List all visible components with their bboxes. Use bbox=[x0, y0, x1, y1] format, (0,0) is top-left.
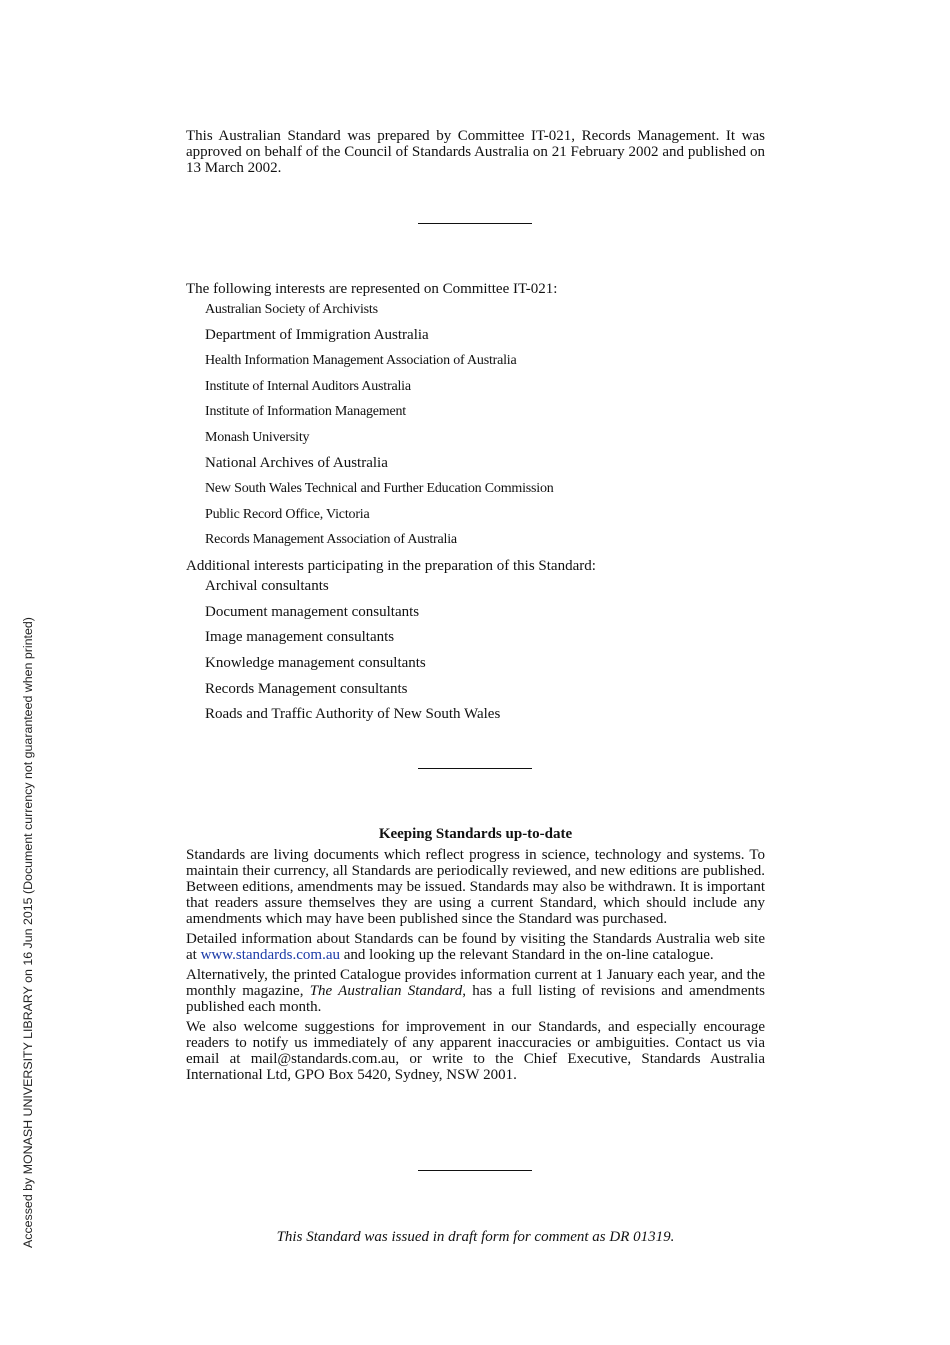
list-item: Institute of Information Management bbox=[205, 404, 406, 420]
list-item: Health Information Management Association of Australia bbox=[205, 353, 517, 369]
list-item: National Archives of Australia bbox=[205, 454, 388, 471]
divider-rule bbox=[418, 768, 532, 769]
list-item: Records Management Association of Australia bbox=[205, 532, 457, 548]
paragraph-text: Detailed information about Standards can be found by visiting the Standards Australia web site at bbox=[186, 931, 765, 963]
paragraph: Standards are living documents which reflect progress in science, technology and systems. To maintain their currency, all Standards are periodically reviewed, and new editions are published. Between editions, amendments may be issued. Standards may also be withdrawn. It is important that readers assure themselves they are using a current Standard, which should include any amendments which may have been published since the Standard was purchased. bbox=[186, 847, 765, 927]
list-item: New South Wales Technical and Further Education Commission bbox=[205, 481, 554, 497]
paragraph bbox=[186, 967, 765, 1015]
list-item: Roads and Traffic Authority of New South Wales bbox=[205, 706, 501, 723]
divider-rule bbox=[418, 223, 532, 224]
additional-interests-heading: Additional interests participating in the preparation of this Standard: bbox=[186, 557, 596, 574]
paragraph-text: and looking up the relevant Standard in the on-line catalogue. bbox=[340, 947, 714, 963]
list-item: Monash University bbox=[205, 429, 310, 445]
magazine-title: The Australian Standard bbox=[309, 983, 463, 999]
draft-note: This Standard was issued in draft form for comment as DR 01319. bbox=[276, 1229, 675, 1245]
list-item: Archival consultants bbox=[205, 577, 329, 594]
approval-statement: This Australian Standard was prepared by Committee IT-021, Records Management. It was approved on behalf of the Council of Standards Australia on 21 February 2002 and published on 13 March 2002. bbox=[186, 128, 765, 176]
list-item: Image management consultants bbox=[205, 629, 395, 646]
list-item: Knowledge management consultants bbox=[205, 655, 426, 671]
committee-interests bbox=[186, 281, 765, 728]
list-item: Records Management consultants bbox=[205, 680, 408, 697]
paragraph: We also welcome suggestions for improvement in our Standards, and especially encourage readers to notify us immediately of any apparent inaccuracies or ambiguities. Contact us via email at mail@standards.com.au, or write to the Chief Executive, Standards Australia International Ltd, GPO Box 5420, Sydney, NSW 2001. bbox=[186, 1019, 765, 1083]
committee-member-list bbox=[186, 297, 765, 553]
list-item: Public Record Office, Victoria bbox=[205, 506, 370, 522]
list-item: Document management consultants bbox=[205, 603, 420, 620]
divider-rule bbox=[418, 1170, 532, 1171]
paragraph bbox=[186, 931, 765, 963]
access-watermark: Accessed by MONASH UNIVERSITY LIBRARY on 16 Jun 2015 (Document currency not guaranteed when printed) bbox=[21, 617, 35, 1248]
list-item: Department of Immigration Australia bbox=[205, 326, 429, 343]
additional-interests-list bbox=[186, 574, 765, 728]
paragraph-text: , has a full listing of revisions and amendments published each month. bbox=[186, 983, 765, 1015]
paragraph-text: Alternatively, the printed Catalogue provides information current at 1 January each year, and the monthly magazine, bbox=[186, 967, 765, 999]
section-title: Keeping Standards up-to-date bbox=[378, 826, 573, 842]
list-item: Institute of Internal Auditors Australia bbox=[205, 378, 411, 394]
keeping-standards-section bbox=[186, 847, 765, 1087]
committee-heading: The following interests are represented on Committee IT-021: bbox=[186, 281, 558, 297]
standards-website-link[interactable]: www.standards.com.au bbox=[200, 947, 340, 963]
list-item: Australian Society of Archivists bbox=[205, 302, 378, 317]
